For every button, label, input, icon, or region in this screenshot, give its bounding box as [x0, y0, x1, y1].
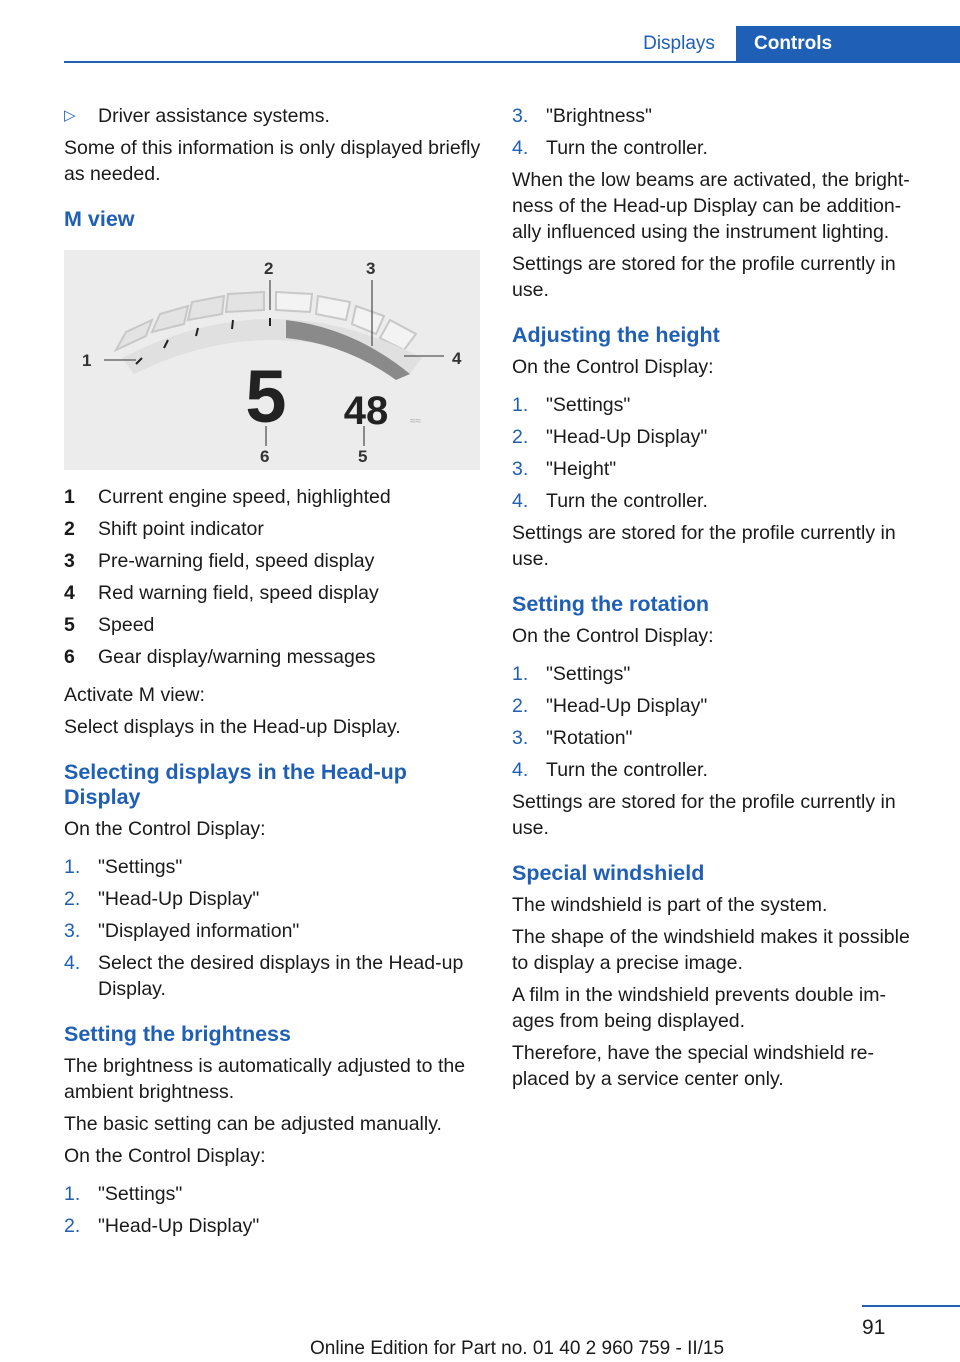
selecting-heading: Selecting displays in the Head-up Display — [64, 760, 407, 809]
step-item: 3. "Displayed information" — [64, 920, 300, 942]
step-item: 4. Turn the controller. — [512, 137, 708, 159]
rotation-heading: Setting the rotation — [512, 592, 710, 616]
bullet-text: Driver assistance systems. — [98, 105, 330, 127]
figure-legend — [64, 484, 482, 670]
intro-text: Some of this information is only displayed briefly as needed. — [64, 137, 481, 185]
callout-1: 1 — [82, 351, 92, 370]
step-item: 2. "Head-Up Display" — [512, 695, 708, 717]
height-after: Settings are stored for the profile currently in use. — [512, 522, 896, 570]
m-view-heading: M view — [64, 207, 135, 231]
step-item: 4. Turn the controller. — [512, 490, 708, 512]
right-column — [512, 103, 924, 1098]
brightness-steps-left — [64, 1181, 482, 1239]
callout-6: 6 — [260, 447, 270, 466]
brightness-p3: On the Control Display: — [64, 1145, 266, 1167]
activate-line-2: Select displays in the Head-up Display. — [64, 716, 401, 738]
gear-digit: 5 — [245, 355, 287, 438]
callout-2: 2 — [264, 259, 274, 278]
header-rule — [64, 61, 960, 63]
step-item: 3. "Height" — [512, 458, 617, 480]
step-item: 4. Select the desired displays in the Head-up Display. — [64, 952, 464, 1000]
activate-line-1: Activate M view: — [64, 684, 205, 706]
m-view-figure — [64, 250, 480, 470]
hud-illustration — [64, 250, 480, 470]
rotation-after: Settings are stored for the profile currently in use. — [512, 791, 896, 839]
step-item: 1. "Settings" — [512, 663, 631, 685]
legend-row: 4 Red warning field, speed display — [64, 582, 379, 604]
windshield-heading: Special windshield — [512, 861, 705, 885]
step-item: 2. "Head-Up Display" — [512, 426, 708, 448]
windshield-p3: A film in the windshield prevents double im‐ages from being displayed. — [512, 984, 886, 1032]
windshield-p2: The shape of the windshield makes it possible to display a precise image. — [512, 926, 910, 974]
step-item: 4. Turn the controller. — [512, 759, 708, 781]
step-item: 1. "Settings" — [64, 856, 183, 878]
footer-rule — [862, 1305, 960, 1307]
arc-segment — [276, 292, 312, 312]
triangle-bullet-icon: ▷ — [64, 107, 76, 124]
brightness-heading: Setting the brightness — [64, 1022, 291, 1046]
page-number: 91 — [862, 1316, 886, 1339]
brightness-p1: The brightness is automatically adjusted to the ambient brightness. — [64, 1055, 466, 1103]
step-item: 1. "Settings" — [64, 1183, 183, 1205]
rotation-steps — [512, 661, 924, 783]
left-column — [64, 103, 482, 1245]
tick — [232, 320, 233, 329]
windshield-p1: The windshield is part of the system. — [512, 894, 828, 916]
tab-displays[interactable]: Displays — [643, 33, 715, 54]
callout-3: 3 — [366, 259, 376, 278]
selecting-steps — [64, 854, 482, 1002]
height-steps — [512, 392, 924, 514]
legend-row: 5 Speed — [64, 614, 155, 636]
step-item: 3. "Rotation" — [512, 727, 633, 749]
arc-segment — [352, 306, 384, 334]
windshield-p4: Therefore, have the special windshield re‐placed by a service center only. — [512, 1042, 875, 1090]
brightness-p2: The basic setting can be adjusted manually. — [64, 1113, 442, 1135]
legend-row: 3 Pre-warning field, speed display — [64, 550, 375, 572]
rotation-intro: On the Control Display: — [512, 625, 714, 647]
step-item: 2. "Head-Up Display" — [64, 1215, 260, 1237]
callout-5: 5 — [358, 447, 368, 466]
legend-row: 2 Shift point indicator — [64, 518, 264, 540]
arc-segment — [316, 296, 350, 320]
step-item: 1. "Settings" — [512, 394, 631, 416]
brightness-p5: Settings are stored for the profile currently in use. — [512, 253, 896, 301]
legend-row: 1 Current engine speed, highlighted — [64, 486, 391, 508]
callout-4: 4 — [452, 349, 462, 368]
legend-row: 6 Gear display/warning messages — [64, 646, 376, 668]
selecting-intro: On the Control Display: — [64, 818, 266, 840]
arc-segment — [226, 292, 264, 312]
tab-controls[interactable]: Controls — [736, 26, 960, 63]
arc-segment — [116, 320, 152, 350]
height-intro: On the Control Display: — [512, 356, 714, 378]
brightness-steps-right — [512, 103, 924, 161]
height-heading: Adjusting the height — [512, 323, 720, 347]
unit-blur-icon: ≈≈ — [410, 416, 421, 427]
arc-segment — [152, 306, 188, 332]
step-item: 2. "Head-Up Display" — [64, 888, 260, 910]
brightness-p4: When the low beams are activated, the bright‐ness of the Head-up Display can be addition‐ally influenced using the instrument lighting. — [512, 169, 910, 243]
speed-digits: 48 — [343, 389, 389, 433]
arc-segment — [188, 296, 224, 320]
edition-note: Online Edition for Part no. 01 40 2 960 759 - II/15 — [310, 1338, 725, 1359]
bullet-item — [64, 103, 482, 129]
step-item: 3. "Brightness" — [512, 105, 652, 127]
